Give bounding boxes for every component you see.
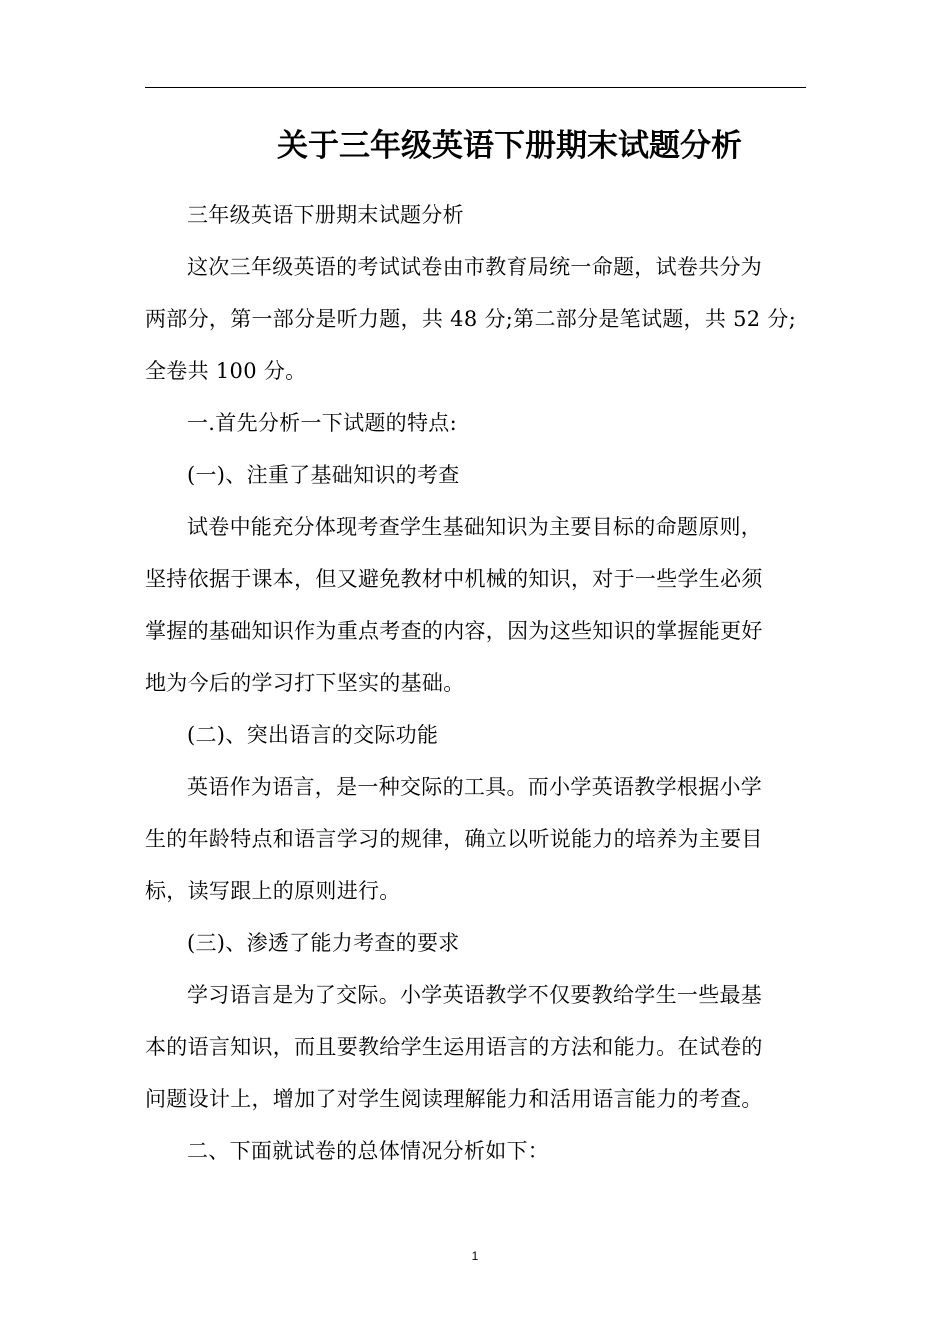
paragraph-line: (一)、注重了基础知识的考查 [187, 463, 460, 487]
paragraph [145, 767, 806, 911]
paragraph [145, 715, 806, 755]
paragraph-line: 坚持依据于课本，但又避免教材中机械的知识，对于一些学生必须 [145, 567, 763, 591]
document-title: 关于三年级英语下册期末试题分析 [277, 128, 742, 164]
paragraph [145, 507, 806, 703]
paragraph-line: 二、下面就试卷的总体情况分析如下： [187, 1139, 550, 1163]
header-rule [145, 87, 806, 88]
page-number: 1 [471, 1249, 479, 1263]
paragraph-line: 这次三年级英语的考试试卷由市教育局统一命题，试卷共分为 [187, 255, 763, 279]
paragraph-line: 掌握的基础知识作为重点考查的内容，因为这些知识的掌握能更好 [145, 619, 763, 643]
paragraph-line: 生的年龄特点和语言学习的规律，确立以听说能力的培养为主要目 [145, 827, 763, 851]
paragraph [145, 1131, 806, 1171]
paragraph-line: (三)、渗透了能力考查的要求 [187, 931, 460, 955]
paragraph-line: 问题设计上，增加了对学生阅读理解能力和活用语言能力的考查。 [145, 1087, 763, 1111]
document-body [145, 195, 806, 1183]
paragraph [145, 923, 806, 963]
paragraph-line: 本的语言知识，而且要教给学生运用语言的方法和能力。在试卷的 [145, 1035, 763, 1059]
paragraph [145, 195, 806, 235]
paragraph-line: 英语作为语言，是一种交际的工具。而小学英语教学根据小学 [187, 775, 763, 799]
paragraph [145, 975, 806, 1119]
paragraph-line: 学习语言是为了交际。小学英语教学不仅要教给学生一些最基 [187, 983, 763, 1007]
paragraph-line: (二)、突出语言的交际功能 [187, 723, 439, 747]
paragraph [145, 455, 806, 495]
paragraph-line: 标，读写跟上的原则进行。 [145, 879, 401, 903]
paragraph [145, 247, 806, 391]
paragraph-line: 试卷中能充分体现考查学生基础知识为主要目标的命题原则， [187, 515, 763, 539]
paragraph-line: 三年级英语下册期末试题分析 [187, 203, 464, 227]
paragraph-line: 地为今后的学习打下坚实的基础。 [145, 671, 465, 695]
paragraph-line: 一.首先分析一下试题的特点: [187, 411, 457, 435]
paragraph-line: 两部分，第一部分是听力题，共 48 分;第二部分是笔试题，共 52 分; [145, 307, 797, 331]
paragraph [145, 403, 806, 443]
paragraph-line: 全卷共 100 分。 [145, 359, 307, 383]
